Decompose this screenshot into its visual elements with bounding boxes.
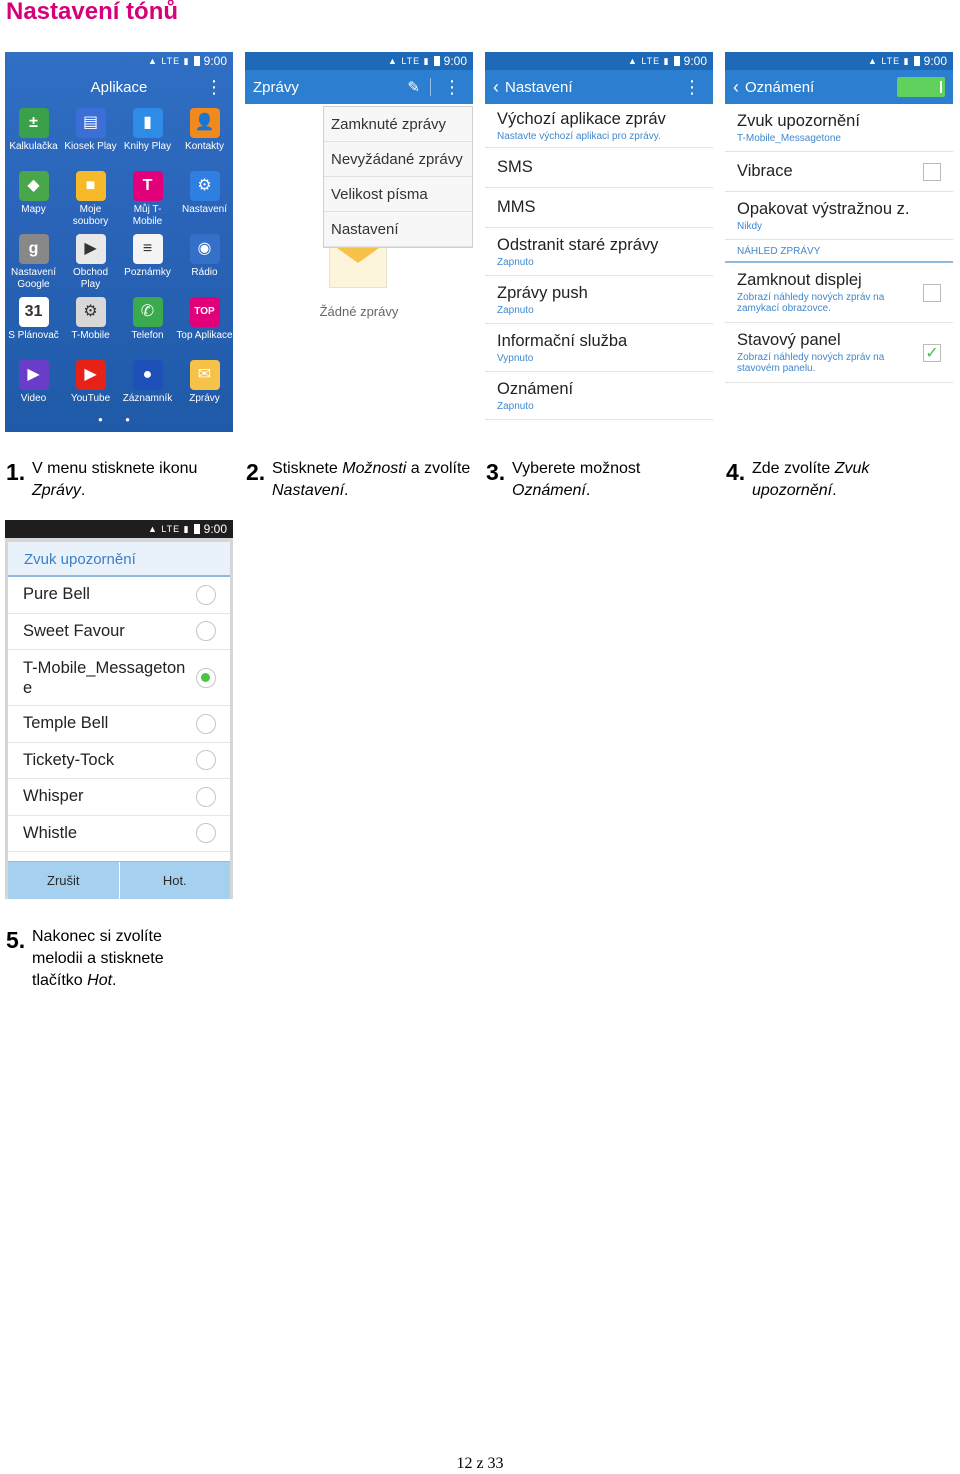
app-label: Video [20, 393, 47, 404]
page-indicator: ● ● [98, 415, 140, 424]
screenshot-app-drawer [5, 52, 233, 432]
settings-row[interactable] [485, 276, 713, 324]
more-options-icon[interactable]: ⋮ [205, 77, 223, 97]
app-shortcut[interactable] [5, 232, 62, 295]
tone-label: Temple Bell [23, 714, 109, 733]
tone-list [8, 577, 230, 852]
app-label: Zprávy [189, 393, 220, 404]
settings-row[interactable] [485, 104, 713, 148]
back-arrow-icon[interactable]: ‹ [733, 77, 739, 97]
step-emphasis-2: Nastavení [272, 482, 345, 499]
checkbox-icon[interactable] [923, 163, 941, 181]
status-time: 9:00 [923, 54, 947, 68]
settings-row-text [497, 236, 658, 268]
menu-item-locked[interactable]: Zamknuté zprávy [324, 107, 472, 142]
app-label: YouTube [70, 393, 111, 404]
compose-icon[interactable]: ✎ [407, 78, 431, 96]
settings-list [485, 104, 713, 420]
step-text-end: . [832, 482, 837, 499]
notification-row-subtitle: T-Mobile_Messagetone [737, 132, 841, 144]
settings-row-subtitle: Zapnuto [497, 400, 534, 412]
tone-label: Whisper [23, 787, 84, 806]
notification-row-text [737, 162, 793, 181]
settings-row[interactable] [485, 188, 713, 228]
app-shortcut[interactable] [62, 169, 119, 232]
status-bar [5, 52, 233, 70]
notification-row[interactable] [725, 192, 953, 240]
app-shortcut[interactable] [176, 358, 233, 421]
radio-icon[interactable] [196, 787, 216, 807]
tone-label: Sweet Favour [23, 621, 125, 640]
app-shortcut[interactable] [62, 358, 119, 421]
step-1-caption [6, 458, 236, 502]
step-emphasis: Zprávy [32, 482, 81, 499]
step-text: Stisknete [272, 460, 343, 477]
notification-row-subtitle: Zobrazí náhledy nových zpráv na zamykací obrazovce. [737, 292, 885, 314]
video-icon: ▶ [19, 360, 49, 390]
app-label: Top Aplikace [176, 330, 233, 341]
settings-row-text [497, 110, 666, 142]
newsstand-icon: ▤ [76, 108, 106, 138]
app-label: Kontakty [185, 141, 224, 152]
tone-label: Pure Bell [23, 585, 90, 604]
status-bar [485, 52, 713, 70]
settings-row-text [497, 284, 588, 316]
app-drawer-title: Aplikace [90, 78, 148, 96]
notification-row-text [737, 331, 912, 374]
battery-icon [914, 56, 920, 66]
step-number: 1. [6, 459, 26, 485]
step-number: 4. [726, 459, 746, 485]
app-label: Mapy [21, 204, 46, 215]
step-number: 5. [6, 927, 26, 953]
calculator-icon: ± [19, 108, 49, 138]
status-time: 9:00 [683, 54, 707, 68]
step-text-end: . [585, 482, 591, 499]
settings-row[interactable] [485, 372, 713, 420]
app-label: Můj T-Mobile [132, 204, 163, 227]
empty-envelope-icon [329, 242, 387, 288]
notification-row[interactable] [725, 263, 953, 323]
app-label: T-Mobile [71, 330, 110, 341]
more-options-icon[interactable]: ⋮ [443, 77, 461, 97]
tmobile-icon: T [133, 171, 163, 201]
app-grid [5, 104, 233, 423]
app-shortcut[interactable] [119, 169, 176, 232]
app-label: Rádio [191, 267, 218, 278]
app-shortcut[interactable] [176, 106, 233, 169]
step-emphasis: Možnosti [342, 460, 407, 477]
books-icon: ▮ [133, 108, 163, 138]
step-text-end: . [344, 482, 349, 499]
app-label: Nastavení Google [10, 267, 57, 290]
step-text-mid: a zvolíte [406, 460, 471, 477]
tone-label: Whistle [23, 823, 78, 842]
menu-item-spam[interactable]: Nevyžádané zprávy [324, 142, 472, 177]
app-shortcut[interactable] [176, 169, 233, 232]
back-arrow-icon[interactable]: ‹ [493, 77, 499, 97]
signal-icon: ▲ LTE ▮ [147, 55, 190, 66]
status-bar [5, 520, 233, 538]
app-shortcut[interactable] [62, 232, 119, 295]
step-3-caption [486, 458, 716, 502]
step-4-caption [726, 458, 956, 502]
options-menu [323, 106, 473, 248]
tone-dialog [8, 542, 230, 899]
contacts-icon: 👤 [190, 108, 220, 138]
page-title: Nastavení tónů [6, 0, 179, 25]
settings-title: Nastavení [505, 78, 573, 96]
app-shortcut[interactable] [119, 358, 176, 421]
notification-row-title: Opakovat výstražnou z. [737, 199, 910, 218]
settings-row[interactable] [485, 228, 713, 276]
radio-icon[interactable] [196, 823, 216, 843]
app-shortcut[interactable] [119, 106, 176, 169]
app-label: Obchod Play [72, 267, 109, 290]
notifications-list [725, 104, 953, 383]
messages-title: Zprávy [253, 78, 299, 96]
settings-row-subtitle: Vypnuto [497, 352, 534, 364]
screenshot-notifications [725, 52, 953, 432]
settings-row-subtitle: Zapnuto [497, 256, 534, 268]
step-5-caption [6, 926, 196, 992]
notification-row-title: Zvuk upozornění [737, 111, 860, 130]
app-label: Nastavení [181, 204, 228, 215]
settings-row-title: Zprávy push [497, 283, 588, 302]
tone-option[interactable] [8, 650, 230, 706]
app-drawer-header [5, 70, 233, 104]
step-text: Zde zvolíte [752, 460, 835, 477]
notification-row-title: Stavový panel [737, 331, 841, 349]
settings-row-title: Výchozí aplikace zpráv [497, 109, 666, 128]
notification-row-text [737, 112, 860, 144]
menu-item-font-size[interactable]: Velikost písma [324, 177, 472, 212]
signal-icon: ▲ LTE ▮ [387, 55, 430, 66]
radio-icon[interactable] [196, 750, 216, 770]
app-shortcut[interactable] [176, 232, 233, 295]
tone-label: T-Mobile_Messagetone [23, 658, 186, 697]
cancel-button[interactable]: Zrušit [8, 862, 120, 899]
step-number: 2. [246, 459, 266, 485]
battery-icon [434, 56, 440, 66]
voice-recorder-icon: ● [133, 360, 163, 390]
app-label: Telefon [131, 330, 164, 341]
calendar-icon: 31 [19, 297, 49, 327]
app-shortcut[interactable] [119, 295, 176, 358]
phone-icon: ✆ [133, 297, 163, 327]
tone-label: Tickety-Tock [23, 750, 115, 769]
tone-option[interactable] [8, 816, 230, 853]
settings-row-text [497, 158, 533, 177]
battery-icon [194, 56, 200, 66]
signal-icon: ▲ LTE ▮ [147, 523, 190, 534]
top-apps-icon: TOP [190, 297, 220, 327]
app-shortcut[interactable] [119, 232, 176, 295]
app-shortcut[interactable] [5, 358, 62, 421]
settings-row-text [497, 380, 573, 412]
settings-row-title: Odstranit staré zprávy [497, 235, 659, 254]
app-label: Kiosek Play [64, 141, 117, 152]
tone-option[interactable] [8, 706, 230, 743]
status-time: 9:00 [203, 522, 227, 536]
screenshot-messages [245, 52, 473, 432]
signal-icon: ▲ LTE ▮ [627, 55, 670, 66]
radio-icon[interactable] [196, 585, 216, 605]
section-header: NÁHLED ZPRÁVY [725, 240, 953, 263]
step-text: Nakonec si zvolíte melodii a stisknete tlačítko [32, 928, 164, 989]
radio-icon[interactable] [196, 621, 216, 641]
notification-row[interactable] [725, 323, 953, 383]
app-shortcut[interactable] [5, 169, 62, 232]
google-settings-icon: g [19, 234, 49, 264]
tone-option[interactable] [8, 614, 230, 651]
app-label: Kalkulačka [9, 141, 58, 152]
settings-appbar [485, 70, 713, 104]
settings-row-title: Informační služba [497, 331, 628, 350]
menu-item-settings[interactable]: Nastavení [324, 212, 472, 247]
app-shortcut[interactable] [176, 295, 233, 358]
messages-icon: ✉ [190, 360, 220, 390]
more-options-icon[interactable]: ⋮ [683, 77, 701, 97]
notification-row-text [737, 200, 909, 232]
settings-row-subtitle: Nastavte výchozí aplikaci pro zprávy. [497, 130, 661, 142]
radio-icon: ◉ [190, 234, 220, 264]
done-button[interactable]: Hot. [162, 873, 187, 888]
notification-row-title: Zamknout displej [737, 271, 862, 289]
notes-icon: ≡ [133, 234, 163, 264]
screenshot-tone-dialog [5, 520, 233, 899]
app-label: Poznámky [124, 267, 171, 278]
play-store-icon: ▶ [76, 234, 106, 264]
settings-row-title: Oznámení [497, 379, 574, 398]
step-text-end: . [112, 972, 117, 989]
app-shortcut[interactable] [5, 295, 62, 358]
settings-row[interactable] [485, 324, 713, 372]
radio-selected-icon[interactable] [196, 668, 216, 688]
settings-row-text [497, 198, 536, 217]
page-number: 12 z 33 [456, 1455, 504, 1472]
messages-appbar [245, 70, 473, 104]
status-bar [725, 52, 953, 70]
settings-row-title: MMS [497, 198, 536, 216]
empty-messages-text: Žádné zprávy [319, 304, 399, 319]
maps-icon: ◆ [19, 171, 49, 201]
notifications-toggle[interactable] [897, 77, 945, 97]
notifications-appbar [725, 70, 953, 104]
checkbox-icon[interactable] [923, 284, 941, 302]
settings-row-text [497, 332, 627, 364]
notification-row-subtitle: Nikdy [737, 220, 763, 232]
battery-icon [674, 56, 680, 66]
notifications-title: Oznámení [745, 78, 815, 96]
tone-option[interactable] [8, 743, 230, 780]
settings-row[interactable] [485, 148, 713, 188]
app-shortcut[interactable] [5, 106, 62, 169]
checkbox-checked-icon[interactable]: ✓ [923, 344, 941, 362]
step-text-end: . [80, 482, 86, 499]
step-number: 3. [486, 459, 506, 485]
app-label: Knihy Play [123, 141, 172, 152]
step-text: Vyberete možnost [512, 460, 641, 477]
status-bar [245, 52, 473, 70]
battery-icon [194, 524, 200, 534]
status-time: 9:00 [203, 54, 227, 68]
signal-icon: ▲ LTE ▮ [867, 55, 910, 66]
step-emphasis: Hot [87, 972, 113, 989]
step-text: V menu stisknete ikonu [32, 460, 198, 477]
app-label: S Plánovač [8, 330, 59, 341]
notification-row[interactable] [725, 104, 953, 152]
app-label: Moje soubory [72, 204, 109, 227]
step-emphasis: Zvuk upozornění [752, 460, 870, 499]
dialog-title: Zvuk upozornění [8, 542, 230, 577]
status-time: 9:00 [443, 54, 467, 68]
settings-gear-icon: ⚙ [190, 171, 220, 201]
step-emphasis: Oznámení [512, 482, 586, 499]
notification-row-subtitle: Zobrazí náhledy nových zpráv na stavovém panelu. [737, 352, 885, 374]
settings-row-title: SMS [497, 158, 533, 176]
notification-row-text [737, 271, 912, 314]
tone-option[interactable] [8, 577, 230, 614]
screenshot-settings [485, 52, 713, 432]
youtube-icon: ▶ [76, 360, 106, 390]
folder-icon: ■ [76, 171, 106, 201]
app-label: Záznamník [122, 393, 173, 404]
radio-icon[interactable] [196, 714, 216, 734]
notification-row-title: Vibrace [737, 162, 793, 180]
settings-row-subtitle: Zapnuto [497, 304, 534, 316]
tone-option[interactable] [8, 779, 230, 816]
step-2-caption [246, 458, 476, 502]
notification-row[interactable] [725, 152, 953, 192]
dialog-buttons [8, 861, 230, 899]
app-shortcut[interactable] [62, 295, 119, 358]
app-shortcut[interactable] [62, 106, 119, 169]
tmobile-gear-icon: ⚙ [76, 297, 106, 327]
